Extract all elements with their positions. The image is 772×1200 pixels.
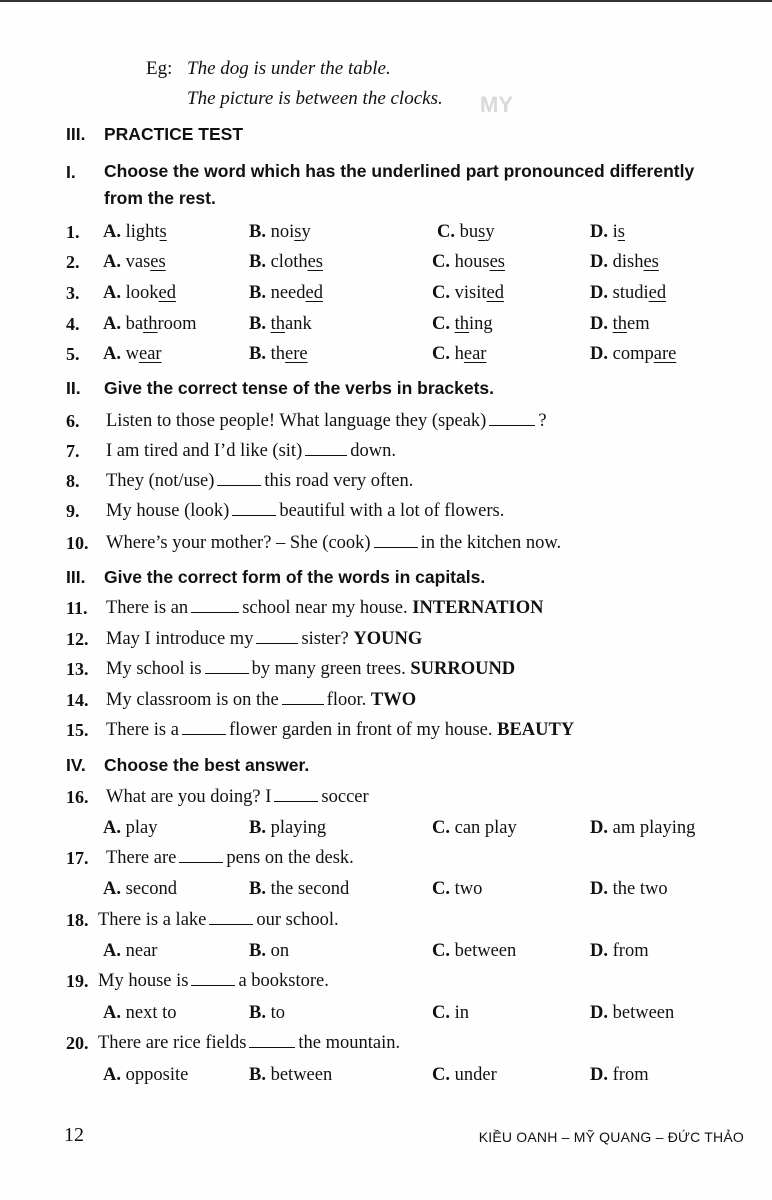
answer-blank — [305, 441, 347, 456]
answer-blank — [274, 787, 318, 802]
question-text-after: by many green trees. — [251, 659, 411, 679]
option-text: in — [454, 1003, 470, 1023]
question-number: 16. — [66, 787, 89, 807]
answer-option — [103, 879, 177, 900]
question-text-before: There are rice fields — [98, 1033, 247, 1053]
answer-blank — [209, 910, 253, 925]
option-letter: D. — [590, 818, 608, 838]
answer-blank — [182, 720, 226, 735]
capital-keyword: BEAUTY — [497, 720, 575, 740]
option-letter: A. — [103, 252, 121, 272]
question-text-after: our school. — [256, 910, 339, 930]
answer-blank — [191, 598, 239, 613]
option-word-start: h — [454, 344, 464, 364]
question-text-after: pens on the desk. — [226, 848, 354, 868]
question-text — [98, 910, 339, 931]
answer-option — [590, 283, 666, 304]
option-letter: A. — [103, 283, 121, 303]
question-number: 20. — [66, 1033, 89, 1053]
answer-option — [103, 314, 197, 335]
option-letter: B. — [249, 1003, 266, 1023]
answer-blank — [232, 501, 276, 516]
underlined-part: ed — [486, 283, 504, 303]
option-letter: C. — [432, 252, 450, 272]
question-text-before: What are you doing? I — [106, 787, 272, 807]
answer-option — [437, 222, 495, 243]
question-number: 2. — [66, 252, 80, 272]
question-text — [106, 787, 369, 808]
question-number: 5. — [66, 344, 80, 364]
underlined-part: es — [489, 252, 505, 272]
underlined-part: es — [643, 252, 659, 272]
section-4-roman: IV. — [66, 755, 86, 775]
option-letter: D. — [590, 283, 608, 303]
question-text — [106, 533, 561, 554]
answer-option — [103, 818, 157, 839]
option-letter: D. — [590, 344, 608, 364]
option-letter: B. — [249, 1065, 266, 1085]
option-letter: D. — [590, 222, 608, 242]
section-2-roman: II. — [66, 378, 81, 398]
question-text-before: Where’s your mother? – She (cook) — [106, 533, 371, 553]
question-text — [106, 629, 422, 650]
answer-option — [249, 344, 308, 365]
section-3-roman: III. — [66, 567, 86, 587]
option-letter: C. — [437, 222, 455, 242]
question-number: 1. — [66, 222, 80, 242]
option-word-start: i — [612, 222, 618, 242]
option-text: two — [454, 879, 483, 899]
answer-option — [249, 1003, 285, 1024]
answer-option — [590, 818, 695, 839]
answer-blank — [179, 848, 223, 863]
question-number: 4. — [66, 314, 80, 334]
question-text-before: I am tired and I’d like (sit) — [106, 441, 303, 461]
option-word-start: studi — [612, 283, 649, 303]
option-letter: A. — [103, 941, 121, 961]
option-word-start: cloth — [270, 252, 308, 272]
question-number: 19. — [66, 971, 89, 991]
answer-blank — [249, 1033, 295, 1048]
option-text: between — [612, 1003, 675, 1023]
question-number: 6. — [66, 411, 80, 431]
question-text-after: school near my house. — [242, 598, 413, 618]
question-number: 9. — [66, 501, 80, 521]
capital-keyword: YOUNG — [353, 629, 423, 649]
question-text-before: My school is — [106, 659, 202, 679]
option-word-end: ank — [284, 314, 312, 334]
option-letter: A. — [103, 344, 121, 364]
example-line-1: The dog is under the table. — [187, 58, 391, 79]
answer-option — [103, 941, 157, 962]
answer-option — [432, 818, 517, 839]
option-letter: A. — [103, 1003, 121, 1023]
option-letter: B. — [249, 941, 266, 961]
section-2-title: Give the correct tense of the verbs in brackets. — [104, 378, 495, 398]
option-text: second — [125, 879, 177, 899]
option-letter: C. — [432, 1003, 450, 1023]
option-letter: B. — [249, 314, 266, 334]
option-text: can play — [454, 818, 517, 838]
underlined-part: th — [612, 314, 628, 334]
question-number: 10. — [66, 533, 89, 553]
answer-blank — [282, 690, 324, 705]
question-text — [106, 411, 547, 432]
question-text-before: They (not/use) — [106, 471, 215, 491]
option-text: the second — [270, 879, 350, 899]
option-word-end: room — [157, 314, 197, 334]
answer-option — [103, 344, 162, 365]
option-word-start: light — [125, 222, 160, 242]
answer-option — [590, 252, 659, 273]
answer-option — [590, 1065, 649, 1086]
option-letter: B. — [249, 344, 266, 364]
option-letter: B. — [249, 283, 266, 303]
underlined-part: ear — [139, 344, 162, 364]
question-text — [106, 471, 413, 492]
answer-option — [249, 252, 323, 273]
underlined-part: ed — [648, 283, 667, 303]
option-word-start: dish — [612, 252, 644, 272]
option-letter: B. — [249, 222, 266, 242]
question-number: 18. — [66, 910, 89, 930]
capital-keyword: INTERNATION — [412, 598, 544, 618]
answer-blank — [205, 659, 249, 674]
option-letter: A. — [103, 314, 121, 334]
option-text: under — [454, 1065, 497, 1085]
option-word-start: visit — [454, 283, 487, 303]
option-text: on — [270, 941, 290, 961]
answer-option — [249, 222, 311, 243]
option-letter: D. — [590, 252, 608, 272]
option-letter: D. — [590, 941, 608, 961]
option-letter: C. — [432, 283, 450, 303]
question-text — [106, 501, 504, 522]
option-word-start: w — [125, 344, 139, 364]
underlined-part: s — [478, 222, 486, 242]
option-letter: A. — [103, 879, 121, 899]
option-letter: D. — [590, 879, 608, 899]
option-letter: C. — [432, 879, 450, 899]
footer-authors: KIỀU OANH – MỸ QUANG – ĐỨC THẢO — [478, 1129, 744, 1145]
question-number: 3. — [66, 283, 80, 303]
question-text-before: There are — [106, 848, 177, 868]
question-number: 7. — [66, 441, 80, 461]
answer-option — [249, 283, 323, 304]
question-text — [106, 720, 574, 741]
section-1-title-line-1: Choose the word which has the underlined part pronounced differently — [104, 161, 695, 181]
option-letter: B. — [249, 879, 266, 899]
option-text: from — [612, 941, 649, 961]
question-number: 14. — [66, 690, 89, 710]
option-text: between — [454, 941, 517, 961]
answer-option — [432, 941, 516, 962]
question-text-after: this road very often. — [264, 471, 414, 491]
option-word-end: em — [627, 314, 650, 334]
question-text-before: My house (look) — [106, 501, 230, 521]
question-number: 8. — [66, 471, 80, 491]
question-text-after: in the kitchen now. — [420, 533, 562, 553]
question-text-before: There is a — [106, 720, 179, 740]
answer-option — [432, 1003, 469, 1024]
option-text: playing — [270, 818, 327, 838]
option-letter: C. — [432, 818, 450, 838]
section-1-title — [104, 158, 764, 212]
option-letter: D. — [590, 314, 608, 334]
answer-option — [590, 941, 649, 962]
practice-title: PRACTICE TEST — [104, 124, 244, 144]
question-text-before: My classroom is on the — [106, 690, 279, 710]
section-2-heading — [66, 378, 494, 399]
question-number: 13. — [66, 659, 89, 679]
capital-keyword: SURROUND — [410, 659, 516, 679]
underlined-part: s — [294, 222, 302, 242]
option-letter: C. — [432, 1065, 450, 1085]
section-1-title-line-2: from the rest. — [104, 188, 216, 208]
option-text: am playing — [612, 818, 696, 838]
option-letter: A. — [103, 222, 121, 242]
answer-blank — [374, 533, 418, 548]
underlined-part: are — [653, 344, 677, 364]
example-label: Eg: — [146, 58, 173, 79]
answer-option — [590, 879, 668, 900]
option-text: play — [125, 818, 158, 838]
question-text-after: floor. — [326, 690, 371, 710]
answer-option — [432, 344, 486, 365]
option-word-start: hous — [454, 252, 490, 272]
question-text-after: down. — [350, 441, 396, 461]
option-word-start: th — [270, 344, 285, 364]
underlined-part: s — [617, 222, 625, 242]
answer-option — [249, 818, 326, 839]
answer-option — [590, 222, 625, 243]
question-text-after: flower garden in front of my house. — [228, 720, 498, 740]
underlined-part: s — [159, 222, 167, 242]
answer-option — [432, 283, 504, 304]
question-text — [106, 690, 416, 711]
section-3-title: Give the correct form of the words in capitals. — [104, 567, 486, 587]
option-letter: D. — [590, 1003, 608, 1023]
question-text-before: There is a lake — [98, 910, 207, 930]
question-text — [106, 848, 354, 869]
answer-blank — [191, 971, 235, 986]
option-letter: C. — [432, 344, 450, 364]
answer-option — [103, 252, 166, 273]
question-text — [106, 441, 396, 462]
question-text-before: My house is — [98, 971, 189, 991]
option-letter: C. — [432, 941, 450, 961]
answer-option — [103, 1003, 177, 1024]
practice-test-heading — [66, 124, 243, 145]
answer-option — [590, 314, 650, 335]
question-number: 17. — [66, 848, 89, 868]
underlined-part: ear — [463, 344, 487, 364]
underlined-part: ed — [158, 283, 176, 303]
underlined-part: es — [150, 252, 166, 272]
question-text-after: sister? — [301, 629, 354, 649]
section-3-heading — [66, 567, 485, 588]
answer-option — [432, 314, 493, 335]
option-letter: A. — [103, 1065, 121, 1085]
option-word-start: ba — [125, 314, 144, 334]
option-word-start: comp — [612, 344, 654, 364]
option-word-end: y — [485, 222, 495, 242]
question-text-before: May I introduce my — [106, 629, 254, 649]
answer-option — [103, 222, 167, 243]
underlined-part: ere — [284, 344, 308, 364]
answer-option — [432, 252, 505, 273]
question-text-after: soccer — [321, 787, 369, 807]
underlined-part: ed — [305, 283, 323, 303]
option-letter: C. — [432, 314, 450, 334]
option-letter: B. — [249, 818, 266, 838]
question-number: 15. — [66, 720, 89, 740]
underlined-part: es — [307, 252, 324, 272]
answer-blank — [256, 629, 298, 644]
option-text: the two — [612, 879, 668, 899]
option-word-start: need — [270, 283, 306, 303]
answer-blank — [217, 471, 261, 486]
option-letter: B. — [249, 252, 266, 272]
option-text: opposite — [125, 1065, 189, 1085]
answer-option — [249, 879, 349, 900]
answer-option — [590, 1003, 674, 1024]
question-text-after: the mountain. — [298, 1033, 401, 1053]
answer-option — [590, 344, 676, 365]
question-text-before: Listen to those people! What language they (speak) — [106, 411, 487, 431]
question-text — [106, 598, 543, 619]
question-number: 11. — [66, 598, 88, 618]
answer-option — [103, 1065, 188, 1086]
option-word-start: noi — [270, 222, 295, 242]
section-1-roman: I. — [66, 162, 76, 182]
underlined-part: th — [454, 314, 470, 334]
answer-option — [249, 314, 312, 335]
option-word-start: vas — [125, 252, 151, 272]
answer-blank — [489, 411, 535, 426]
page-number: 12 — [64, 1124, 84, 1146]
capital-keyword: TWO — [370, 690, 417, 710]
question-text-before: There is an — [106, 598, 189, 618]
answer-option — [249, 1065, 332, 1086]
answer-option — [432, 1065, 497, 1086]
question-text-after: ? — [538, 411, 547, 431]
question-text — [98, 1033, 400, 1054]
option-letter: A. — [103, 818, 121, 838]
question-text — [98, 971, 329, 992]
option-text: between — [270, 1065, 333, 1085]
question-text — [106, 659, 515, 680]
underlined-part: th — [143, 314, 158, 334]
option-word-start: bu — [459, 222, 479, 242]
question-text-after: beautiful with a lot of flowers. — [279, 501, 505, 521]
question-text-after: a bookstore. — [238, 971, 329, 991]
answer-option — [103, 283, 176, 304]
top-rule — [0, 0, 772, 2]
option-text: to — [270, 1003, 285, 1023]
option-text: next to — [125, 1003, 177, 1023]
section-4-title: Choose the best answer. — [104, 755, 310, 775]
answer-option — [249, 941, 289, 962]
option-text: from — [612, 1065, 649, 1085]
question-number: 12. — [66, 629, 89, 649]
practice-roman: III. — [66, 124, 86, 144]
bleed-through-mark: MY — [480, 92, 513, 117]
underlined-part: th — [270, 314, 285, 334]
option-text: near — [125, 941, 158, 961]
answer-option — [432, 879, 482, 900]
example-line-2: The picture is between the clocks. — [187, 88, 443, 109]
option-word-end: y — [301, 222, 311, 242]
option-word-end: ing — [469, 314, 493, 334]
option-letter: D. — [590, 1065, 608, 1085]
option-word-start: look — [125, 283, 159, 303]
section-4-heading — [66, 755, 309, 776]
